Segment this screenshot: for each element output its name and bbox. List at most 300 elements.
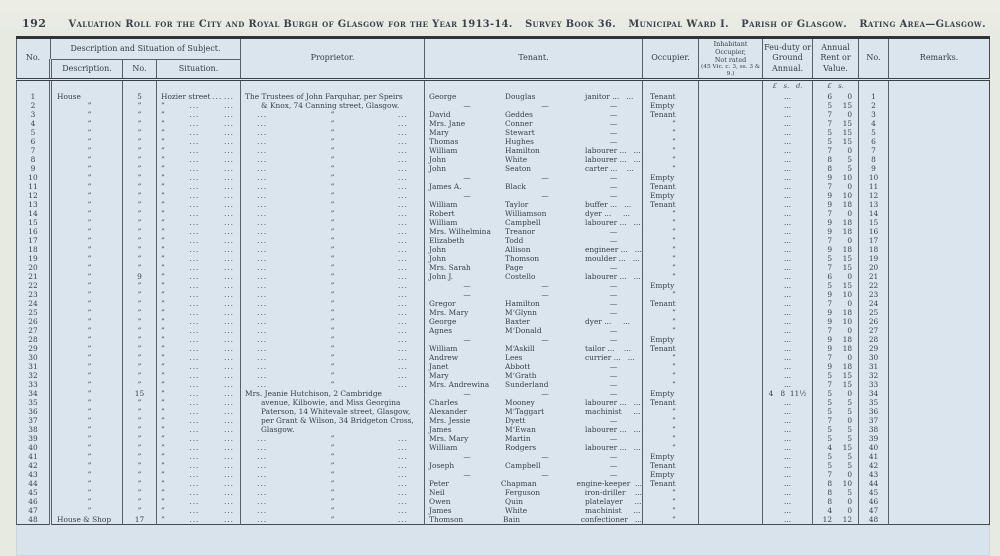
leader-dots: ...: [397, 119, 409, 128]
tenant-forename: Charles: [429, 398, 458, 407]
cell-entry-no: 27: [17, 326, 51, 335]
ditto-mark: ”: [330, 452, 335, 461]
rent-shillings: 18: [842, 227, 853, 236]
tenant-surname: Seaton: [505, 164, 532, 173]
leader-dots: ...: [397, 434, 409, 443]
tenant-forename: Gregor: [429, 299, 456, 308]
cell-entry-no: 6: [17, 137, 51, 146]
cell-occupier: Tenant: [643, 182, 699, 191]
rent-shillings: 15: [842, 128, 853, 137]
tenant-forename: —: [463, 101, 471, 110]
cell-annual-rent: [813, 182, 859, 191]
cell-entry-no-right: 1: [859, 92, 889, 101]
rent-shillings: 0: [847, 236, 853, 245]
ditto-mark: ”: [330, 182, 335, 191]
cell-occupier: Empty: [643, 173, 699, 182]
cell-annual-rent: [813, 236, 859, 245]
leader-dots: ...: [397, 299, 409, 308]
cell-entry-no: 29: [17, 344, 51, 353]
tenant-surname: Geddes: [505, 110, 533, 119]
leader-dots: ...: [257, 254, 268, 263]
leader-dots: ...: [189, 479, 200, 488]
rent-pounds: 5: [827, 425, 833, 434]
ditto-mark: ”: [330, 128, 335, 137]
cell-occupier: ”: [643, 362, 699, 371]
cell-entry-no-right: 9: [859, 164, 889, 173]
cell-situation: [157, 281, 241, 290]
header-description: Description.: [51, 60, 123, 80]
cell-tenant: [425, 101, 643, 110]
situation-text: ”: [161, 164, 165, 173]
cell-proprietor: [241, 425, 425, 434]
leader-dots: ...: [397, 209, 409, 218]
rent-shillings: 15: [842, 443, 853, 452]
rent-pounds: 5: [827, 254, 833, 263]
cell-description: ”: [51, 308, 123, 317]
tenant-occupation: engineer ... ...: [585, 245, 642, 254]
cell-entry-no: 42: [17, 461, 51, 470]
cell-feu-duty: ...: [763, 281, 813, 290]
situation-text: ”: [161, 389, 165, 398]
cell-description: ”: [51, 398, 123, 407]
cell-inhabitant-occupier: [699, 137, 763, 146]
tenant-occupation: —: [609, 389, 618, 398]
cell-house-no: ”: [123, 245, 157, 254]
situation-text: ”: [161, 398, 165, 407]
table-row: [17, 344, 990, 353]
cell-description: ”: [51, 245, 123, 254]
cell-entry-no: 25: [17, 308, 51, 317]
rent-shillings: 18: [842, 344, 853, 353]
cell-entry-no: 32: [17, 371, 51, 380]
cell-occupier: ”: [643, 119, 699, 128]
cell-remarks: [889, 479, 990, 488]
situation-text: ”: [161, 380, 165, 389]
cell-house-no: ”: [123, 443, 157, 452]
situation-text: ”: [161, 218, 165, 227]
cell-house-no: ”: [123, 461, 157, 470]
tenant-occupation: —: [609, 119, 618, 128]
cell-feu-duty: ...: [763, 452, 813, 461]
cell-remarks: [889, 92, 990, 101]
rent-pounds: 9: [827, 362, 833, 371]
cell-entry-no: 36: [17, 407, 51, 416]
cell-entry-no: 40: [17, 443, 51, 452]
leader-dots: ...: [397, 128, 409, 137]
table-row: [17, 236, 990, 245]
cell-entry-no-right: 35: [859, 398, 889, 407]
cell-house-no: ”: [123, 209, 157, 218]
table-row: [17, 443, 990, 452]
cell-house-no: ”: [123, 254, 157, 263]
table-row: [17, 461, 990, 470]
situation-text: ”: [161, 137, 165, 146]
cell-entry-no: 9: [17, 164, 51, 173]
cell-entry-no-right: 5: [859, 128, 889, 137]
tenant-forename: William: [429, 200, 458, 209]
cell-entry-no: 37: [17, 416, 51, 425]
cell-annual-rent: [813, 128, 859, 137]
tenant-surname: M‘Grath: [505, 371, 537, 380]
rent-shillings: 10: [842, 479, 853, 488]
tenant-surname: Chapman: [500, 479, 537, 488]
table-row: [17, 263, 990, 272]
cell-inhabitant-occupier: [699, 497, 763, 506]
cell-entry-no-right: 22: [859, 281, 889, 290]
tenant-surname: —: [541, 173, 549, 182]
rent-pounds: 7: [827, 299, 833, 308]
cell-annual-rent: [813, 380, 859, 389]
leader-dots: ...: [189, 317, 200, 326]
cell-feu-duty: ...: [763, 299, 813, 308]
ditto-mark: ”: [330, 470, 335, 479]
cell-tenant: [425, 245, 643, 254]
cell-description: ”: [51, 173, 123, 182]
tenant-forename: Neil: [429, 488, 445, 497]
table-row: [17, 506, 990, 515]
situation-text: ”: [161, 344, 165, 353]
cell-inhabitant-occupier: [699, 488, 763, 497]
cell-annual-rent: [813, 353, 859, 362]
cell-feu-duty: ...: [763, 353, 813, 362]
header-entry-no-right: No.: [859, 38, 889, 80]
cell-tenant: [425, 389, 643, 398]
leader-dots: ...: [257, 443, 268, 452]
cell-inhabitant-occupier: [699, 200, 763, 209]
cell-situation: [157, 344, 241, 353]
cell-tenant: [425, 290, 643, 299]
leader-dots: ...: [189, 281, 200, 290]
leader-dots: ...: [257, 299, 268, 308]
cell-remarks: [889, 209, 990, 218]
cell-entry-no: 3: [17, 110, 51, 119]
rent-pounds: 5: [827, 281, 833, 290]
cell-feu-duty: ...: [763, 443, 813, 452]
situation-text: ”: [161, 299, 165, 308]
leader-dots: ...: [223, 218, 235, 227]
cell-occupier: ”: [643, 137, 699, 146]
ditto-mark: ”: [330, 326, 335, 335]
cell-occupier: ”: [643, 254, 699, 263]
tenant-occupation: —: [609, 128, 618, 137]
cell-inhabitant-occupier: [699, 452, 763, 461]
cell-tenant: [425, 380, 643, 389]
cell-annual-rent: [813, 200, 859, 209]
leader-dots: ...: [223, 371, 235, 380]
cell-situation: [157, 254, 241, 263]
tenant-occupation: —: [609, 299, 618, 308]
cell-situation: [157, 389, 241, 398]
cell-entry-no: 31: [17, 362, 51, 371]
ditto-mark: ”: [330, 479, 335, 488]
leader-dots: ...: [257, 263, 268, 272]
cell-entry-no-right: 44: [859, 479, 889, 488]
leader-dots: ...: [189, 218, 200, 227]
leader-dots: ...: [397, 461, 409, 470]
cell-remarks: [889, 425, 990, 434]
cell-tenant: [425, 191, 643, 200]
leader-dots: ...: [397, 380, 409, 389]
rent-shillings: 15: [842, 119, 853, 128]
cell-description: ”: [51, 479, 123, 488]
cell-occupier: Tenant: [643, 110, 699, 119]
cell-remarks: [889, 380, 990, 389]
cell-house-no: ”: [123, 398, 157, 407]
leader-dots: ...: [397, 488, 409, 497]
tenant-forename: Mary: [429, 128, 449, 137]
leader-dots: ...: [189, 173, 200, 182]
cell-tenant: [425, 506, 643, 515]
cell-feu-duty: ...: [763, 92, 813, 101]
leader-dots: ...: [257, 353, 268, 362]
rent-shillings: 10: [842, 173, 853, 182]
cell-entry-no: 47: [17, 506, 51, 515]
tenant-occupation: —: [609, 182, 618, 191]
header-inhabitant-occupier: Inhabitant Occupier, Not rated (45 Vic. c. 3, ss. 3 & 9.): [699, 38, 763, 80]
leader-dots: ...: [397, 236, 409, 245]
tenant-occupation: labourer ... ...: [585, 218, 641, 227]
cell-occupier: Tenant: [643, 200, 699, 209]
leader-dots: ...: [189, 245, 200, 254]
situation-text: ”: [161, 317, 165, 326]
cell-situation: [157, 407, 241, 416]
cell-remarks: [889, 326, 990, 335]
ditto-mark: ”: [330, 380, 335, 389]
leader-dots: ...: [189, 362, 200, 371]
cell-description: House: [51, 92, 123, 101]
cell-house-no: ”: [123, 344, 157, 353]
leader-dots: ...: [189, 389, 200, 398]
tenant-surname: Mooney: [505, 398, 535, 407]
cell-entry-no-right: 16: [859, 227, 889, 236]
ditto-mark: ”: [330, 299, 335, 308]
table-row: [17, 389, 990, 398]
cell-entry-no-right: 14: [859, 209, 889, 218]
rent-shillings: 5: [847, 425, 853, 434]
tenant-forename: James: [429, 425, 452, 434]
leader-dots: ...: [189, 407, 200, 416]
rent-shillings: 0: [847, 506, 853, 515]
rent-shillings: 5: [847, 155, 853, 164]
leader-dots: ...: [257, 290, 268, 299]
cell-situation: [157, 101, 241, 110]
cell-description: ”: [51, 380, 123, 389]
cell-blank: [157, 80, 241, 93]
leader-dots: ...: [257, 326, 268, 335]
table-row: [17, 92, 990, 101]
tenant-occupation: —: [609, 263, 618, 272]
cell-annual-rent: [813, 317, 859, 326]
cell-entry-no: 41: [17, 452, 51, 461]
cell-house-no: ”: [123, 488, 157, 497]
cell-situation: [157, 317, 241, 326]
cell-tenant: [425, 272, 643, 281]
table-row: [17, 407, 990, 416]
tenant-occupation: buffer ... ...: [585, 200, 632, 209]
rent-shillings: 18: [842, 335, 853, 344]
situation-text: ”: [161, 326, 165, 335]
cell-house-no: ”: [123, 200, 157, 209]
cell-tenant: [425, 497, 643, 506]
tenant-occupation: dyer ... ...: [585, 317, 631, 326]
leader-dots: ...: [223, 92, 235, 101]
cell-situation: [157, 191, 241, 200]
situation-text: ”: [161, 308, 165, 317]
leader-dots: ...: [223, 470, 235, 479]
cell-remarks: [889, 155, 990, 164]
tenant-occupation: —: [609, 335, 618, 344]
leader-dots: ...: [257, 227, 268, 236]
cell-feu-duty: ...: [763, 101, 813, 110]
cell-description: ”: [51, 227, 123, 236]
rent-shillings: 0: [847, 299, 853, 308]
cell-occupier: Empty: [643, 452, 699, 461]
cell-remarks: [889, 470, 990, 479]
tenant-occupation: janitor ... ...: [585, 92, 634, 101]
tenant-surname: —: [541, 290, 549, 299]
leader-dots: ...: [223, 254, 235, 263]
tenant-occupation: moulder ... ...: [585, 254, 640, 263]
tenant-surname: —: [541, 191, 549, 200]
cell-proprietor: [241, 173, 425, 182]
situation-text: ”: [161, 128, 165, 137]
cell-remarks: [889, 335, 990, 344]
cell-annual-rent: [813, 398, 859, 407]
cell-annual-rent: [813, 299, 859, 308]
tenant-forename: Owen: [429, 497, 451, 506]
cell-annual-rent: [813, 173, 859, 182]
cell-feu-duty: ...: [763, 407, 813, 416]
tenant-surname: Dyett: [505, 416, 526, 425]
leader-dots: ...: [223, 389, 235, 398]
cell-tenant: [425, 353, 643, 362]
cell-tenant: [425, 173, 643, 182]
cell-occupier: ”: [643, 443, 699, 452]
cell-house-no: ”: [123, 119, 157, 128]
cell-annual-rent: [813, 281, 859, 290]
tenant-surname: Page: [505, 263, 524, 272]
rent-pounds: 9: [827, 344, 833, 353]
table-row: [17, 182, 990, 191]
table-row: [17, 434, 990, 443]
cell-entry-no: 7: [17, 146, 51, 155]
header-entry-no: No.: [17, 38, 51, 80]
ditto-mark: ”: [330, 362, 335, 371]
feu-duty-units: £ s. d.: [763, 80, 813, 93]
leader-dots: ...: [223, 362, 235, 371]
tenant-forename: —: [463, 191, 471, 200]
leader-dots: ...: [257, 497, 268, 506]
cell-occupier: Tenant: [643, 461, 699, 470]
cell-entry-no-right: 2: [859, 101, 889, 110]
cell-remarks: [889, 236, 990, 245]
cell-tenant: [425, 263, 643, 272]
cell-annual-rent: [813, 308, 859, 317]
tenant-forename: Peter: [429, 479, 449, 488]
cell-feu-duty: ...: [763, 272, 813, 281]
cell-occupier: ”: [643, 497, 699, 506]
proprietor-text: Paterson, 14 Whitevale street, Glasgow,: [261, 407, 411, 416]
tenant-surname: —: [541, 470, 549, 479]
leader-dots: ...: [223, 398, 235, 407]
cell-description: ”: [51, 317, 123, 326]
tenant-occupation: carter ... ...: [585, 164, 634, 173]
cell-description: ”: [51, 263, 123, 272]
cell-inhabitant-occupier: [699, 209, 763, 218]
cell-proprietor: [241, 326, 425, 335]
leader-dots: ...: [189, 263, 200, 272]
leader-dots: ...: [189, 110, 200, 119]
cell-annual-rent: [813, 371, 859, 380]
leader-dots: ...: [257, 434, 268, 443]
ditto-mark: ”: [330, 353, 335, 362]
cell-entry-no: 33: [17, 380, 51, 389]
cell-inhabitant-occupier: [699, 263, 763, 272]
tenant-forename: —: [463, 389, 471, 398]
leader-dots: ...: [397, 191, 409, 200]
cell-situation: [157, 425, 241, 434]
ditto-mark: ”: [330, 146, 335, 155]
ditto-mark: ”: [330, 218, 335, 227]
cell-description: ”: [51, 191, 123, 200]
tenant-forename: Joseph: [429, 461, 455, 470]
cell-description: ”: [51, 470, 123, 479]
situation-text: ”: [161, 488, 165, 497]
cell-entry-no-right: 17: [859, 236, 889, 245]
cell-proprietor: [241, 479, 425, 488]
cell-entry-no-right: 32: [859, 371, 889, 380]
cell-feu-duty: 4 8 11½: [763, 389, 813, 398]
rent-shillings: 0: [847, 209, 853, 218]
cell-annual-rent: [813, 146, 859, 155]
cell-entry-no: 26: [17, 317, 51, 326]
tenant-forename: Mrs. Jane: [429, 119, 466, 128]
cell-situation: [157, 452, 241, 461]
rent-shillings: 15: [842, 101, 853, 110]
cell-tenant: [425, 425, 643, 434]
cell-description: ”: [51, 281, 123, 290]
tenant-occupation: —: [609, 470, 618, 479]
leader-dots: ...: [223, 326, 235, 335]
rent-shillings: 0: [847, 326, 853, 335]
cell-occupier: Empty: [643, 281, 699, 290]
cell-description: ”: [51, 164, 123, 173]
currency-units-row: [17, 80, 990, 93]
leader-dots: ...: [397, 371, 409, 380]
cell-house-no: ”: [123, 218, 157, 227]
leader-dots: ...: [223, 263, 235, 272]
ditto-mark: ”: [330, 344, 335, 353]
tenant-forename: John: [429, 155, 446, 164]
cell-proprietor: [241, 317, 425, 326]
leader-dots: ...: [189, 308, 200, 317]
cell-inhabitant-occupier: [699, 173, 763, 182]
cell-description: ”: [51, 119, 123, 128]
ditto-mark: ”: [330, 434, 335, 443]
cell-feu-duty: ...: [763, 344, 813, 353]
cell-inhabitant-occupier: [699, 101, 763, 110]
cell-occupier: ”: [643, 425, 699, 434]
cell-entry-no-right: 11: [859, 182, 889, 191]
situation-text: ”: [161, 101, 165, 110]
table-row: [17, 155, 990, 164]
rent-shillings: 0: [847, 470, 853, 479]
rent-shillings: 15: [842, 263, 853, 272]
cell-inhabitant-occupier: [699, 434, 763, 443]
cell-entry-no-right: 45: [859, 488, 889, 497]
cell-proprietor: [241, 236, 425, 245]
tenant-forename: —: [463, 470, 471, 479]
